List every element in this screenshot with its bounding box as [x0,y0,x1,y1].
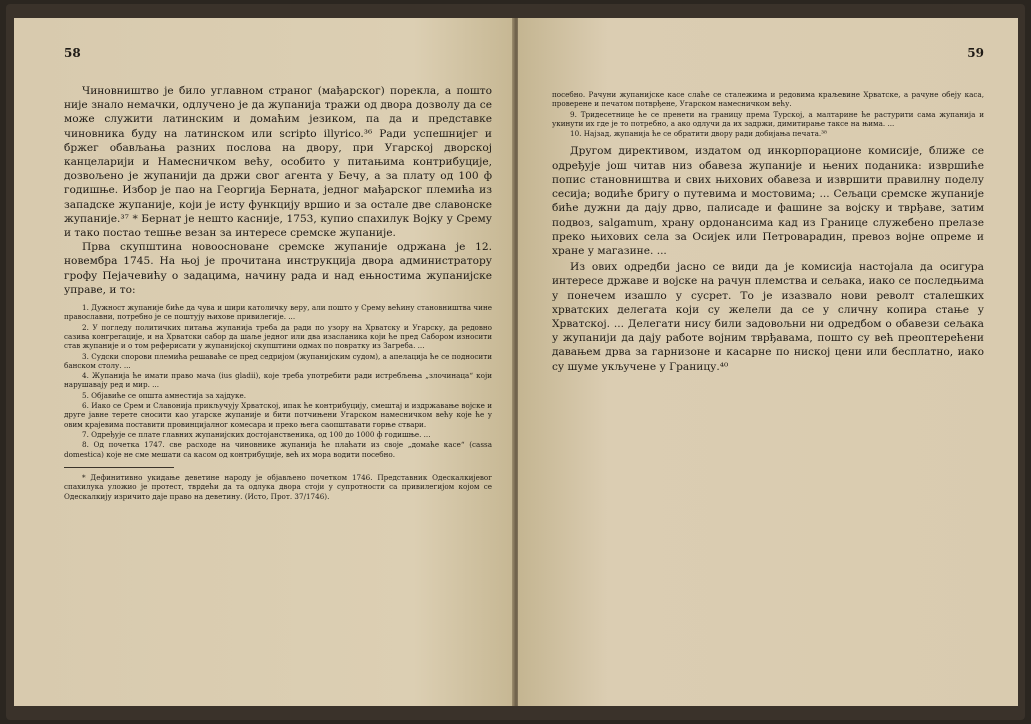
list-item: 9. Тридесетнице ће се пренети на границу према Турској, а малтарине ће растурити сама жупанија и укинути их где је то потребно, а ако одлучи да их задржи, димитирање таксе на њима. ... [552,109,984,128]
footnote-text: * Дефинитивно укидање деветине народу је објављено почетком 1746. Представник Одескалкијевог спахилука уложио је протест, тврдећи да та одлука двора стоји у супротности са привилегијом којом се Одескалкију изричито даје право на деветину. (Исто, Прот. 37/1746). [64,472,492,501]
instruction-list [64,303,492,459]
paragraph: Прва скупштина новоосноване сремске жупаније одржана је 12. новембра 1745. На њој је прочитана инструкција двора администратору грофу Пејачевићу о задацима, начину рада и над ењностима жупанијске управе, и то: [64,241,492,296]
paragraph: Из ових одредби јасно се види да је комисија настојала да осигура интересе државе и војске на рачун племства и сељака, иако се последњима у понечем изашло у сусрет. То је изазвало нови револт сталешких хрватских делегата који су желели да се у сличну копира стање у Хрватској. ... Делегати нису били задовољни ни одредбом о обавези сељака у жупанији да дају работе војним тврђавама, пошто су већ преоптерећени давањем дрва за гарнизоне и касарне по ниској цени или бесплатно, иако су шуме укључене у Границу.⁴⁰ [552,261,984,373]
left-main-text [64,84,492,297]
list-item: 2. У погледу политичких питања жупанија треба да ради по узору на Хрватску и Угарску, да редовно сазива конгрегације, и на Хрватски сабор да шаље једног или два изасланика који ће пред Сабором износити став жупаније и о том реферисати у жупанијској скупштини одмах по повратку из Загреба. ... [64,322,492,351]
right-main-text [552,144,984,373]
list-item: 3. Судски спорови племића решаваће се пред седријом (жупанијским судом), а апелација ће се подносити банском столу. ... [64,351,492,370]
instruction-list-continued [552,90,984,138]
left-page [14,18,514,706]
list-item: 4. Жупанија ће имати право мача (ius gladii), које треба употребити ради истребљења „злочинаца“ који нарушавају ред и мир. ... [64,371,492,390]
list-item: 10. Најзад, жупанија ће се обратити двору ради добијања печата.³⁸ [570,129,827,139]
list-item: 7. Одређује се плате главних жупанијских достојанственика, од 100 до 1000 ф годишње. ... [82,429,431,439]
list-item: 8. Од почетка 1747. све расходе на чиновнике жупанија ће плаћати из своје „домаће касе“ (cassa domestica) које не сме мешати са касом од контрибуције, већ их мора водити посебно. [64,440,492,459]
footnote [64,473,492,501]
list-item: посебно. Рачуни жупанијске касе слаће се сталежима и редовима краљевине Хрватске, а рачуне обеју каса, проверене и печатом потврђене, Угарском намесничком већу. [552,90,984,109]
right-page-number: 59 [967,46,984,60]
list-item: 5. Објавиће се општа амнестија за хајдуке. [82,390,247,400]
list-item: 1. Дужност жупаније биће да чува и шири католичку веру, али пошто у Срему већину становништва чине православни, потребно је се поштују њихове привилегије. ... [64,303,492,322]
paragraph: Другом директивом, издатом од инкорпорационе комисије, ближе се одређује још читав низ обавеза жупаније и њених поданика: извршиће попис становништва и свих њихових обавеза и извршити правилну поделу сесија; водиће бригу о путевима и мостовима; ... Сељаци сремске жупаније биће дужни да дају дрво, палисаде и фашине за војску и тврђаве, затим подвоз, salgamum, храну ордонансима кад из Границе служебено прелазе преко њихових села за Осијек или Петроварадин, превоз војне опреме и хране у магазине. ... [552,145,984,257]
paragraph: Чиновништво је било углавном страног (мађарског) порекла, а пошто није знало немачки, одлучено је да жупанија тражи од двора дозволу да се може служити латинским и домаћим језиком, па да и представке чиновника буду на латинском или scripto illyrico.³⁶ Ради успешнијег и бржег обављања разних послова на двору, при Угарској дворској канцеларији и Намесничком већу, особито у питањима контрибуције, дозвољено је жупанији да држи свог агента у Бечу, а за плату од 100 ф годишње. Избор је пао на Георгија Берната, једног мађарског племића из западске жупаније, који је исту функцију вршио и за остале две славонске жупаније.³⁷ * Бернат је нешто касније, 1753, купио спахилук Војку у Срему и тако постао тешње везан за интересе сремске жупаније. [64,85,492,240]
footnote-divider [64,467,174,468]
book-spread [6,4,1025,720]
left-page-number: 58 [64,46,81,60]
right-page [518,18,1018,706]
list-item: 6. Иако се Срем и Славонија прикључују Хрватској, ипак ће контрибуцију, смештај и издржавање војске и друге јавне терете сносити као угарске жупаније и бити потчињени Угарском намесничком већу које ће у овим крајевима поставити провинцијалног комесара и преко њега саопштавати горње ствари. [64,401,492,429]
